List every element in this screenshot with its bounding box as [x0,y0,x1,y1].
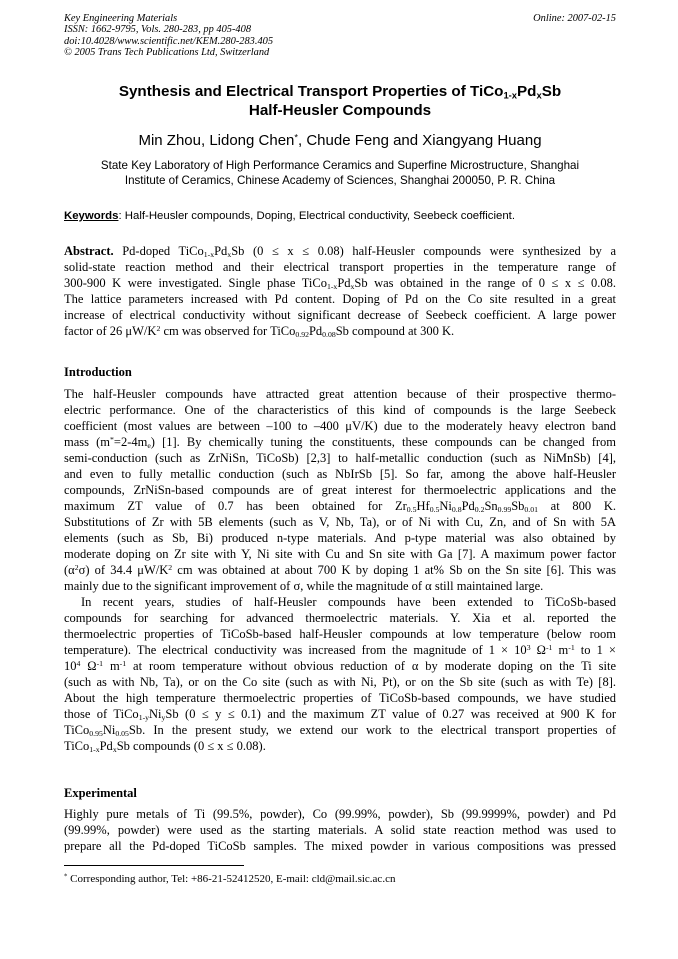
introduction-paragraph-2: In recent years, studies of half-Heusler compounds have been extended to TiCoSb-based compounds for searching for advanced thermoelectric materials. Y. Xia et al. reported the thermoelectric properties of TiCoSb-based half-Heusler compounds at low temperature (below room temperature). The electrical conductivity was increased from the magnitude of $1 \times 10^3$ $\Omega^{-1}$ $m^{-1}$ to 1 × $10^4$ $\Omega^{-1}$ $m^{-1}$ at room temperature without obvious reduction of α by moderate doping on the Ti site (such as with Nb, Ta), or on the Co site (such as with Ni, Pt), or on the Sb site (such as with Te) [8]. About the high temperature thermoelectric properties of TiCoSb-based compounds, we have studied those of $TiCo_{1-y}Ni_ySb$ (0 ≤ y ≤ 0.1) and the maximum ZT value of 0.27 was received at 900 K for $TiCo_{0.95}Ni_{0.05}Sb$. In the present study, we extend our work to the electrical transport properties of $TiCo_{1-x}Pd_xSb$ compounds (0 ≤ x ≤ 0.08). [64,595,616,754]
footnote: * Corresponding author, Tel: +86-21-52412520, E-mail: cld@mail.sic.ac.cn [64,873,396,885]
keywords-label: Keywords [64,210,119,222]
affiliation: State Key Laboratory of High Performance Ceramics and Superfine Microstructure, Shanghai Institute of Ceramics, Chinese Academy of Sciences, Shanghai 200050, P. R. China [100,159,580,187]
journal-header [64,13,616,59]
experimental-heading: Experimental [64,786,137,800]
abstract-label: Abstract. [64,244,114,258]
copyright-line: © 2005 Trans Tech Publications Ltd, Switzerland [64,47,270,59]
keywords-text: : Half-Heusler compounds, Doping, Electrical conductivity, Seebeck coefficient. [118,210,515,222]
corresponding-mark: * [294,132,299,143]
title-line-2: Half-Heusler Compounds [248,102,432,119]
introduction-heading: Introduction [64,365,132,379]
issn-line: ISSN: 1662-9795, Vols. 280-283, pp 405-408 [64,24,252,36]
experimental-paragraph: Highly pure metals of Ti (99.5%, powder), Co (99.99%, powder), Sb (99.9999%, powder) and Pd (99.99%, powder) were used as the starting materials. A solid state reaction method was used to prepare all the Pd-doped TiCoSb samples. The mixed powder in various compositions was pressed [64,807,616,853]
paper-title [64,82,616,120]
author-list: Min Zhou, Lidong Chen*, Chude Feng and Xiangyang Huang [138,132,542,149]
introduction-paragraph-1: The half-Heusler compounds have attracted great attention because of their prospective thermo- electric performance. One of the characteristics of this kind of compounds is the large Seebeck coefficient (most values are between –100 to –400 μV/K) due to the moderately heavy electron band mass $(m^*=2-4m_e)$ [1]. By chemically tuning the constituents, these compounds can be changed from semi-conduction (such as ZrNiSn, TiCoSb) [2,3] to half-metallic conduction (such as NiMnSb) [4], and even to fully metallic conduction (such as NbIrSb [5]. So far, among the above half-Heusler compounds, ZrNiSn-based compounds are of great interest for thermoelectric applications and the maximum ZT value of 0.7 has been obtained for $Zr_{0.5}Hf_{0.5}Ni_{0.8}Pd_{0.2}Sn_{0.99}Sb_{0.01}$ at 800 K. Substitutions of Zr with 5B elements (such as V, Nb, Ta), or of Ni with Cu, Zn, and of Sn with 5A elements (such as Sb, Bi) produced n-type materials. And p-type material was also obtained by moderate doping on Zr site with Y, Ni site with Cu and Sn site with Ga [7]. A maximum power factor $(\alpha^2\sigma)$ of 34.4 $\mu W/K^2$ cm was obtained at about 700 K by doping 1 at% Sb on the Sn site [6]. This was mainly due to the significant improvement of σ, while the magnitude of α still maintained large. [64,387,617,593]
footnote-rule [64,865,244,866]
online-date: Online: 2007-02-15 [533,13,616,24]
keywords [64,209,616,223]
abstract: Abstract. Pd-doped $TiCo_{1-x}Pd_xSb$ (0 ≤ x ≤ 0.08) half-Heusler compounds were synthesized by a solid-state reaction method and their electrical transport properties in the temperature range of 300-900 K were investigated. Single phase $TiCo_{1-x}Pd_xSb$ was obtained in the range of 0 ≤ x ≤ 0.08. The lattice parameters increased with Pd content. Doping of Pd on the Co site resulted in a great increase of electrical conductivity without significant decrease of Seebeck coefficient. A large power factor of 26 $\mu W/K^2$ cm was observed for $TiCo_{0.92}Pd_{0.08}Sb$ compound at 300 K. [64,244,616,339]
journal-name: Key Engineering Materials [64,13,178,24]
doi-line: doi:10.4028/www.scientific.net/KEM.280-283.405 [64,35,274,47]
title-line-1: Synthesis and Electrical Transport Properties of $TiCo_{1-x}Pd_xSb$ [118,83,562,101]
